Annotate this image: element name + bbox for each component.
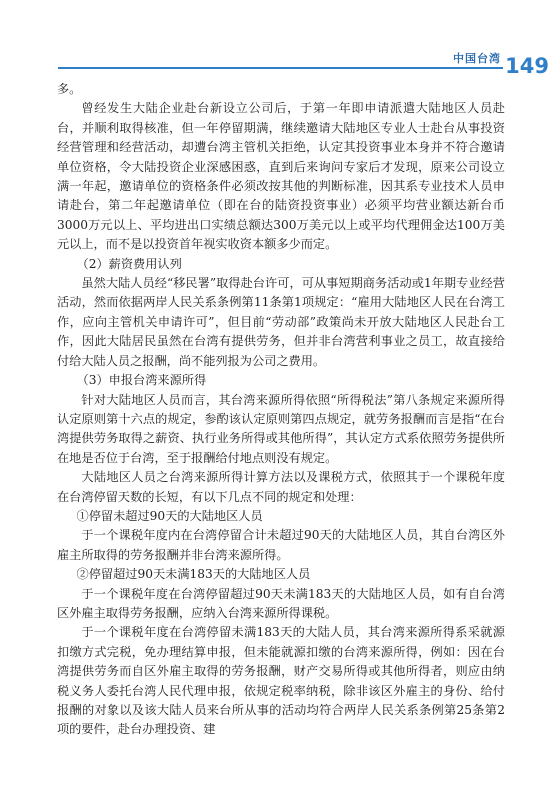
body-text [57,80,505,740]
section-title: 中国台湾 [453,52,501,65]
header-divider [58,67,503,69]
subheading: ①停留未超过90天的大陆地区人员 [76,508,263,523]
paragraph: 大陆地区人员之台湾来源所得计算方法以及课税方式，依照其于一个课税年度在台湾停留天数的长短，有以下几点不同的规定和处理： [57,470,505,504]
subheading: ②停留超过90天未满183天的大陆地区人员 [76,567,311,582]
paragraph: 多。 [57,82,82,96]
paragraph: 于一个课税年度在台湾停留超过90天未满183天的大陆地区人员，如有自台湾区外雇主取得劳务报酬，应纳入台湾来源所得课税。 [57,586,505,620]
paragraph: 曾经发生大陆企业赴台新设立公司后，于第一年即申请派遣大陆地区人员赴台，并顺利取得核准，但一年停留期满，继续邀请大陆地区专业人士赴台从事投资经营管理和经营活动，却遭台湾主管机关拒绝，认定其投资事业本身并不符合邀请单位资格，令大陆投资企业深感困惑，直到后来询问专家后才发现，原来公司设立满一年起，邀请单位的资格条件必须改按其他的判断标准，因其系专业技术人员申请赴台，第二年起邀请单位（即在台的陆资投资事业）必须平均营业额达新台币3000万元以上、平均进出口实绩总额达300万美元以上或平均代理佣金达100万美元以上，而不是以投资首年视实收资本额多少而定。 [57,101,505,252]
paragraph: 于一个课税年度内在台湾停留合计未超过90天的大陆地区人员，其自台湾区外雇主所取得的劳务报酬并非台湾来源所得。 [57,528,505,562]
page-number: 149 [505,54,549,78]
paragraph: 针对大陆地区人员而言，其台湾来源所得依照“所得税法”第八条规定来源所得认定原则第十六点的规定，参酌该认定原则第四点规定，就劳务报酬而言是指“在台湾提供劳务取得之薪资、执行业务所得或其他所得”，其认定方式系依照劳务提供所在地是否位于台湾，至于报酬给付地点则没有规定。 [57,392,505,465]
subheading: （3）申报台湾来源所得 [76,373,207,388]
paragraph: 虽然大陆人员经“移民署”取得赴台许可，可从事短期商务活动或1年期专业经营活动，然而依据两岸人民关系条例第11条第1项规定：“雇用大陆地区人民在台湾工作，应向主管机关申请许可”，但目前“劳动部”政策尚未开放大陆地区人民赴台工作，因此大陆居民虽然在台湾有提供劳务，但并非台湾营利事业之员工，故直接给付给大陆人员之报酬，尚不能列报为公司之费用。 [57,276,505,368]
page-header [0,0,559,80]
subheading: （2）薪资费用认列 [76,256,182,271]
paragraph: 于一个课税年度在台湾停留未满183天的大陆人员，其台湾来源所得系采就源扣缴方式完税，免办理结算申报，但未能就源扣缴的台湾来源所得，例如：因在台湾提供劳务而自区外雇主取得的劳务报酬，财产交易所得或其他所得者，则应由纳税义务人委托台湾人民代理申报，依规定税率纳税，除非该区外雇主的身份、给付报酬的对象以及该大陆人员来台所从事的活动均符合两岸人民关系条例第25条第2项的要件，赴台办理投资、建 [57,625,505,737]
